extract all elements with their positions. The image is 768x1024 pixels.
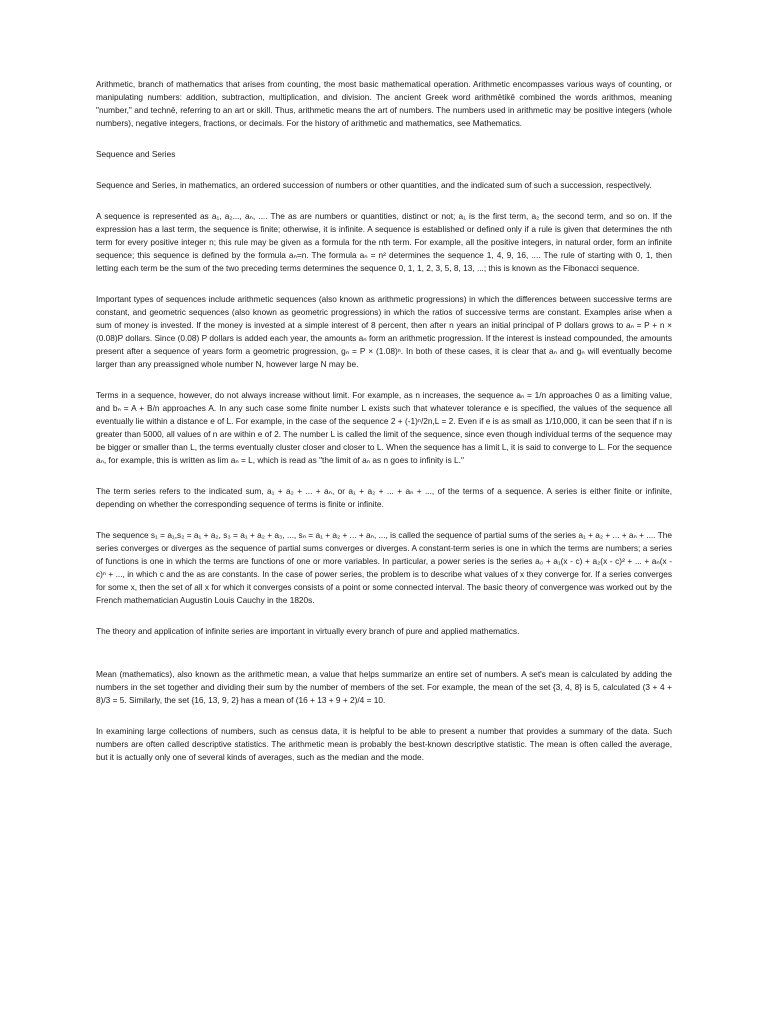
document-body [96,78,672,782]
paragraph-series-term: The term series refers to the indicated sum, a₁ + a₂ + ... + aₙ, or a₁ + a₂ + ... + aₙ + ..., of the terms of a sequence. A series is either finite or infinite, depending on whether the corresponding sequence of terms is finite or infinite. [96,486,672,509]
paragraph-sequence-representation: A sequence is represented as a₁, a₂..., aₙ, .... The as are numbers or quantities, distinct or not; a₁ is the first term, a₂ the second term, and so on. If the expression has a last term, the sequence is finite; otherwise, it is infinite. A sequence is established or defined only if a rule is given that determines the nth term for every positive integer n; this rule may be given as a formula for the nth term. For example, all the positive integers, in natural order, form an infinite sequence; this sequence is defined by the formula aₙ=n. The formula aₙ = n² determines the sequence 1, 4, 9, 16, .... The rule of starting with 0, 1, then letting each term be the sum of the two preceding terms determines the sequence 0, 1, 1, 2, 3, 5, 8, 13, ...; this is known as the Fibonacci sequence. [96,211,672,273]
paragraph-partial-sums: The sequence s₁ = a₁,s₂ = a₁ + a₂, s₃ = a₁ + a₂ + a₃, ..., sₙ = a₁ + a₂ + ... + aₙ, ..., is called the sequence of partial sums of the series a₁ + a₂ + ... + aₙ + .... The series converges or diverges as the sequence of partial sums converges or diverges. A constant-term series is one in which the terms are numbers; a series of functions is one in which the terms are functions of one or more variables. In particular, a power series is the series a₀ + a₁(x - c) + a₂(x - c)² + ... + aₙ(x - c)ⁿ + ..., in which c and the as are constants. In the case of power series, the problem is to describe what values of x they converge for. If a series converges for some x, then the set of all x for which it converges consists of a point or some connected interval. The basic theory of convergence was worked out by the French mathematician Augustin Louis Cauchy in the 1820s. [96,530,672,605]
section-heading: Sequence and Series [96,149,176,159]
paragraph-sequence-series-definition: Sequence and Series, in mathematics, an ordered succession of numbers or other quantities, and the indicated sum of such a succession, respectively. [96,180,652,190]
paragraph-limits: Terms in a sequence, however, do not always increase without limit. For example, as n increases, the sequence aₙ = 1/n approaches 0 as a limiting value, and bₙ = A + B/n approaches A. In any such case some finite number L exists such that whatever tolerance e is specified, the values of the sequence all eventually lie within a distance e of L. For example, in the case of the sequence 2 + (-1)ⁿ/2n,L = 2. Even if e is as small as 1/10,000, it can be seen that if n is greater than 5000, all values of n are within e of 2. The number L is called the limit of the sequence, since even though individual terms of the sequence may be bigger or smaller than L, the terms eventually cluster closer and closer to L. When the sequence has a limit L, it is said to converge to L. For the sequence aₙ, for example, this is written as lim aₙ = L, which is read as "the limit of aₙ as n goes to infinity is L." [96,390,673,465]
paragraph-arithmetic: Arithmetic, branch of mathematics that arises from counting, the most basic mathematical operation. Arithmetic encompasses various ways of counting, or manipulating numbers: addition, subtraction, multiplication, and division. The ancient Greek word arithmētikē combined the words arithmos, meaning "number," and technē, referring to an art or skill. Thus, arithmetic means the art of numbers. The numbers used in arithmetic may be positive integers (whole numbers), negative integers, fractions, or decimals. For the history of arithmetic and mathematics, see Mathematics. [96,79,672,128]
paragraph-infinite-series: The theory and application of infinite series are important in virtually every branch of pure and applied mathematics. [96,626,520,636]
paragraph-mean: Mean (mathematics), also known as the arithmetic mean, a value that helps summarize an entire set of numbers. A set's mean is calculated by adding the numbers in the set together and dividing their sum by the number of members of the set. For example, the mean of the set {3, 4, 8} is 5, calculated (3 + 4 + 8)/3 = 5. Similarly, the set {16, 13, 9, 2} has a mean of (16 + 13 + 9 + 2)/4 = 10. [96,669,672,705]
paragraph-descriptive-statistics: In examining large collections of numbers, such as census data, it is helpful to be able to present a number that provides a summary of the data. Such numbers are often called descriptive statistics. The arithmetic mean is probably the best-known descriptive statistic. The mean is often called the average, but it is actually only one of several kinds of averages, such as the median and the mode. [96,726,672,762]
paragraph-sequence-types: Important types of sequences include arithmetic sequences (also known as arithmetic progressions) in which the differences between successive terms are constant, and geometric sequences (also known as geometric progressions) in which the ratios of successive terms are constant. Examples arise when a sum of money is invested. If the money is invested at a simple interest of 8 percent, then after n years an initial principal of P dollars grows to aₙ = P + n × (0.08)P dollars. Since (0.08) P dollars is added each year, the amounts aₙ form an arithmetic progression. If the interest is instead compounded, the amounts present after a sequence of years form a geometric progression, gₙ = P × (1.08)ⁿ. In both of these cases, it is clear that aₙ and gₙ will eventually become larger than any preassigned whole number N, however large N may be. [96,294,672,369]
